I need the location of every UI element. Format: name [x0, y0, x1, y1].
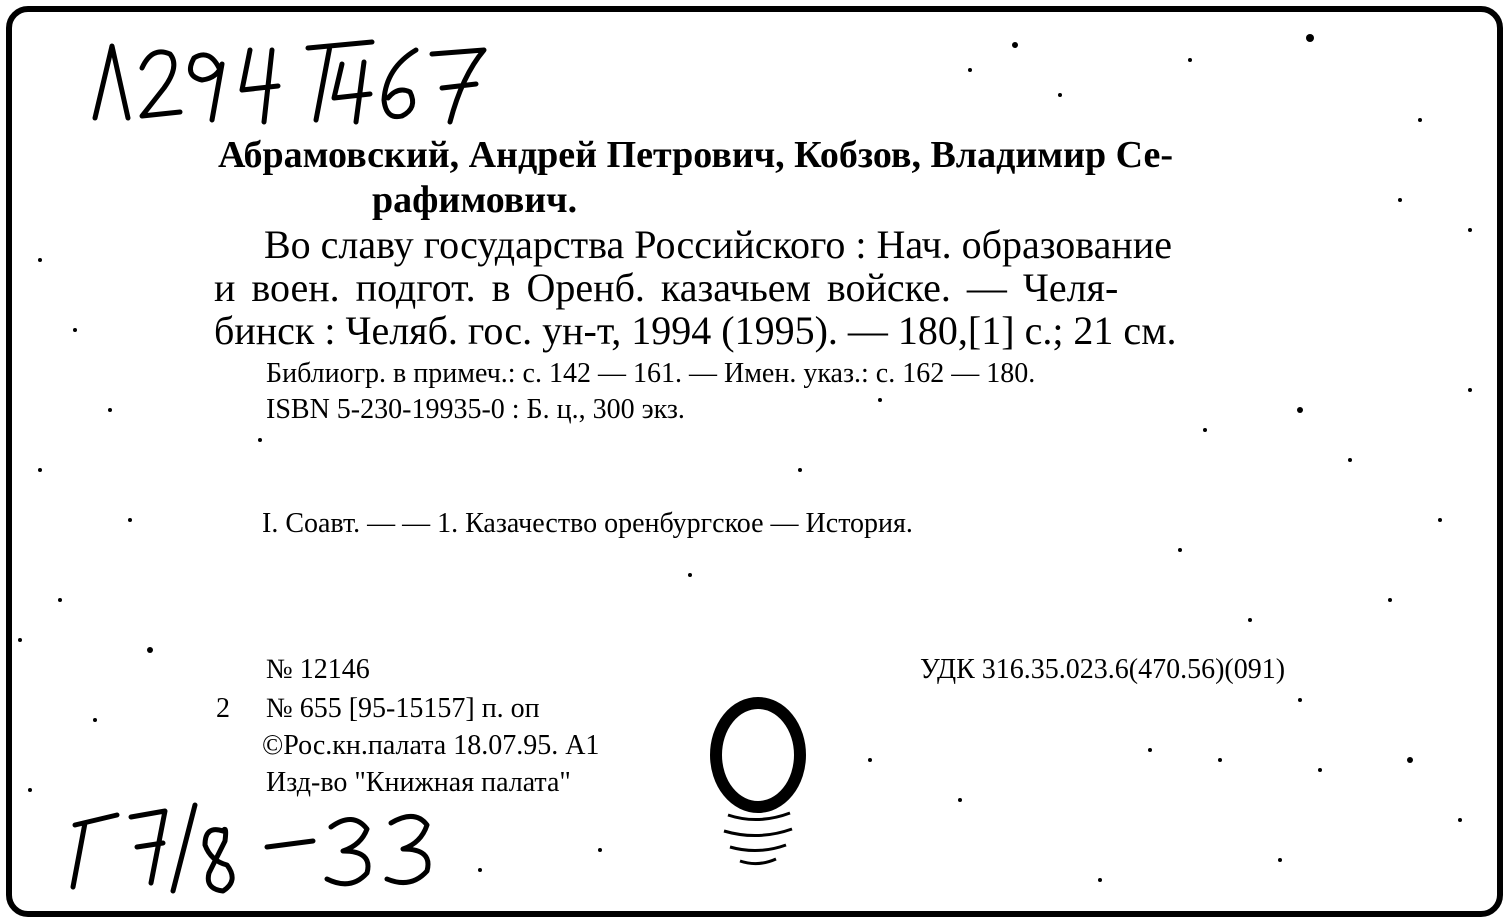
chamber-stamp-line: ©Рос.кн.палата 18.07.95. А1	[262, 730, 600, 761]
publisher-line: Изд-во "Книжная палата"	[266, 767, 571, 798]
handwritten-bottom-shelfmark	[55, 795, 475, 895]
bibliography-note: Библиогр. в примеч.: с. 142 — 161. — Имен. указ.: с. 162 — 180.	[266, 358, 1036, 389]
copy-count: 2	[216, 693, 230, 724]
handwritten-top-shelfmark	[80, 28, 500, 128]
udc-code: УДК 316.35.023.6(470.56)(091)	[920, 654, 1286, 685]
title-line-3: бинск : Челяб. гос. ун-т, 1994 (1995). — 180,[1] с.; 21 см.	[214, 308, 1177, 353]
order-line: № 655 [95-15157] п. оп	[266, 693, 540, 724]
punch-hole-ring	[700, 695, 820, 875]
title-line-2: и воен. подгот. в Оренб. казачьем войске. — Челя-	[214, 265, 1119, 310]
isbn-line: ISBN 5-230-19935-0 : Б. ц., 300 экз.	[266, 394, 685, 425]
subject-tracings: I. Соавт. — — 1. Казачество оренбургское — История.	[262, 508, 913, 539]
author-line-2: рафимович.	[372, 179, 578, 221]
author-line-1: Абрамовский, Андрей Петрович, Кобзов, Владимир Се-	[218, 134, 1174, 176]
card-number: № 12146	[266, 654, 370, 685]
title-line-1: Во славу государства Российского : Нач. образование	[264, 222, 1172, 267]
